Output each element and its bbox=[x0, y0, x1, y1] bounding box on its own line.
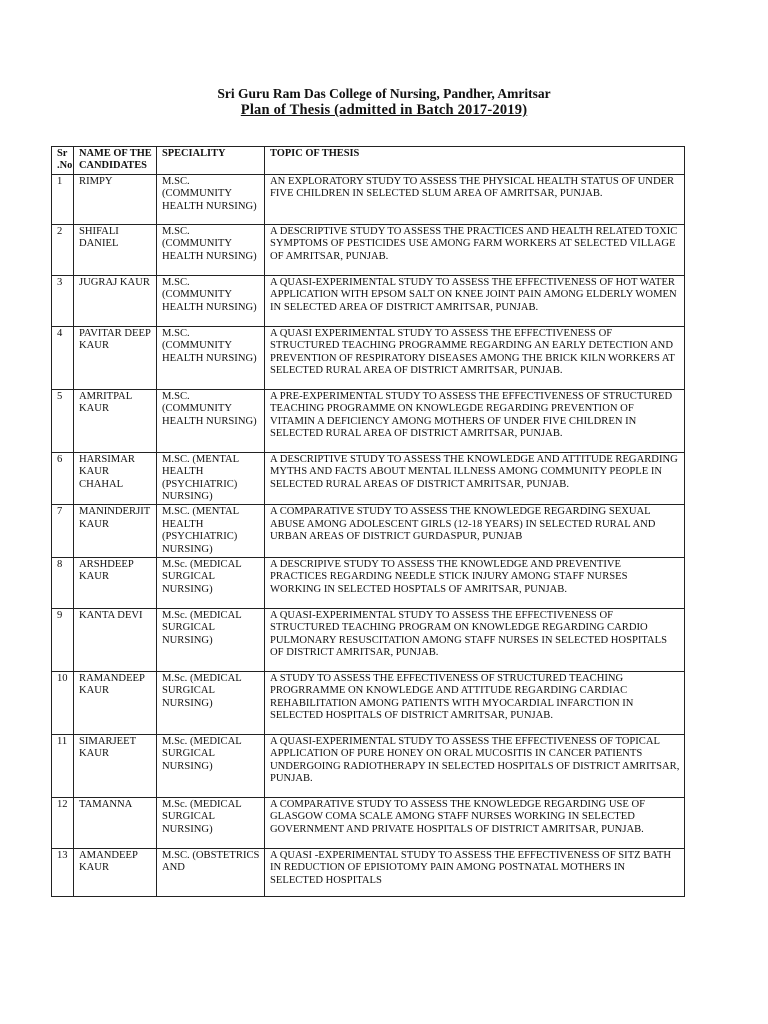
table-row bbox=[52, 505, 685, 558]
thesis-topic-cell: A COMPARATIVE STUDY TO ASSESS THE KNOWLEDGE REGARDING SEXUAL ABUSE AMONG ADOLESCENT GIRLS (12-18 YEARS) IN SELECTED RURAL AND URBAN AREAS OF DISTRICT GURDASPUR, PUNJAB bbox=[265, 505, 685, 558]
thesis-table bbox=[51, 146, 685, 897]
speciality-cell: M.Sc. (MEDICAL SURGICAL NURSING) bbox=[157, 798, 265, 849]
sr-no-cell: 10 bbox=[52, 672, 74, 735]
thesis-topic-cell: A QUASI-EXPERIMENTAL STUDY TO ASSESS THE EFFECTIVENESS OF HOT WATER APPLICATION WITH EPSOM SALT ON KNEE JOINT PAIN AMONG ELDERLY WOMEN IN SELECTED AREA OF DISTRICT AMRITSAR, PUNJAB. bbox=[265, 275, 685, 326]
thesis-topic-cell: A DESCRIPTIVE STUDY TO ASSESS THE PRACTICES AND HEALTH RELATED TOXIC SYMPTOMS OF PESTICIDES USE AMONG FARM WORKERS AT SELECTED VILLAGE OF AMRITSAR, PUNJAB. bbox=[265, 224, 685, 275]
sr-no-cell: 11 bbox=[52, 735, 74, 798]
thesis-topic-cell: A QUASI -EXPERIMENTAL STUDY TO ASSESS THE EFFECTIVENESS OF SITZ BATH IN REDUCTION OF EPISIOTOMY PAIN AMONG POSTNATAL MOTHERS IN SELECTED HOSPITALS bbox=[265, 849, 685, 897]
candidate-name-cell: SHIFALI DANIEL bbox=[74, 224, 157, 275]
sr-no-cell: 2 bbox=[52, 224, 74, 275]
speciality-cell: M.SC. (MENTAL HEALTH (PSYCHIATRIC) NURSING) bbox=[157, 505, 265, 558]
table-row bbox=[52, 275, 685, 326]
speciality-cell: M.Sc. (MEDICAL SURGICAL NURSING) bbox=[157, 609, 265, 672]
sr-no-cell: 4 bbox=[52, 326, 74, 389]
speciality-cell: M.SC. (COMMUNITY HEALTH NURSING) bbox=[157, 389, 265, 452]
table-row bbox=[52, 174, 685, 224]
thesis-topic-cell: A COMPARATIVE STUDY TO ASSESS THE KNOWLEDGE REGARDING USE OF GLASGOW COMA SCALE AMONG STAFF NURSES WORKING IN SELECTED GOVERNMENT AND PRIVATE HOSPITALS OF DISTRICT AMRITSAR, PUNJAB. bbox=[265, 798, 685, 849]
speciality-cell: M.SC. (MENTAL HEALTH (PSYCHIATRIC) NURSING) bbox=[157, 452, 265, 505]
sr-no-cell: 8 bbox=[52, 558, 74, 609]
candidate-name-cell: PAVITAR DEEP KAUR bbox=[74, 326, 157, 389]
plan-title: Plan of Thesis (admitted in Batch 2017-2019) bbox=[240, 102, 528, 118]
thesis-topic-cell: A QUASI-EXPERIMENTAL STUDY TO ASSESS THE EFFECTIVENESS OF TOPICAL APPLICATION OF PURE HONEY ON ORAL MUCOSITIS IN CANCER PATIENTS UNDERGOING RADIOTHERAPY IN SELECTED HOSPITALS OF DISTRICT AMRITSAR, PUNJAB. bbox=[265, 735, 685, 798]
table-row bbox=[52, 609, 685, 672]
candidate-name-cell: AMANDEEP KAUR bbox=[74, 849, 157, 897]
thesis-topic-cell: A QUASI-EXPERIMENTAL STUDY TO ASSESS THE EFFECTIVENESS OF STRUCTURED TEACHING PROGRAM ON KNOWLEDGE REGARDING CARDIO PULMONARY RESUSCITATION AMONG STAFF NURSES IN SELECTED HOSPITALS OF DISTRICT AMRITSAR, PUNJAB. bbox=[265, 609, 685, 672]
speciality-cell: M.SC. (COMMUNITY HEALTH NURSING) bbox=[157, 326, 265, 389]
candidate-name-cell: ARSHDEEP KAUR bbox=[74, 558, 157, 609]
candidate-name-cell: RAMANDEEP KAUR bbox=[74, 672, 157, 735]
column-header-speciality: SPECIALITY bbox=[157, 147, 265, 175]
thesis-topic-cell: A DESCRIPTIVE STUDY TO ASSESS THE KNOWLEDGE AND ATTITUDE REGARDING MYTHS AND FACTS ABOUT MENTAL ILLNESS AMONG COMMUNITY PEOPLE IN SELECTED RURAL AREAS OF DISTRICT AMRITSAR, PUNJAB. bbox=[265, 452, 685, 505]
candidate-name-cell: AMRITPAL KAUR bbox=[74, 389, 157, 452]
speciality-cell: M.SC. (COMMUNITY HEALTH NURSING) bbox=[157, 174, 265, 224]
candidate-name-cell: MANINDERJIT KAUR bbox=[74, 505, 157, 558]
speciality-cell: M.SC. (COMMUNITY HEALTH NURSING) bbox=[157, 224, 265, 275]
table-row bbox=[52, 672, 685, 735]
table-row bbox=[52, 326, 685, 389]
sr-no-cell: 7 bbox=[52, 505, 74, 558]
candidate-name-cell: TAMANNA bbox=[74, 798, 157, 849]
table-header-row bbox=[52, 147, 685, 175]
table-row bbox=[52, 224, 685, 275]
document-header bbox=[0, 86, 768, 119]
thesis-topic-cell: AN EXPLORATORY STUDY TO ASSESS THE PHYSICAL HEALTH STATUS OF UNDER FIVE CHILDREN IN SELECTED SLUM AREA OF AMRITSAR, PUNJAB. bbox=[265, 174, 685, 224]
sr-no-cell: 13 bbox=[52, 849, 74, 897]
sr-no-cell: 5 bbox=[52, 389, 74, 452]
column-header-sr-no: Sr .No bbox=[52, 147, 74, 175]
candidate-name-cell: RIMPY bbox=[74, 174, 157, 224]
candidate-name-cell: HARSIMAR KAUR CHAHAL bbox=[74, 452, 157, 505]
table-row bbox=[52, 558, 685, 609]
thesis-topic-cell: A PRE-EXPERIMENTAL STUDY TO ASSESS THE EFFECTIVENESS OF STRUCTURED TEACHING PROGRAMME ON KNOWLEGDE REGARDING PREVENTION OF VITAMIN A DEFICIENCY AMONG MOTHERS OF UNDER FIVE CHILDREN IN SELECTED RURAL AREA OF DISTRICT AMRITSAR, PUNJAB. bbox=[265, 389, 685, 452]
table-row bbox=[52, 735, 685, 798]
sr-no-cell: 9 bbox=[52, 609, 74, 672]
sr-no-cell: 3 bbox=[52, 275, 74, 326]
speciality-cell: M.SC. (OBSTETRICS AND bbox=[157, 849, 265, 897]
thesis-topic-cell: A DESCRIPIVE STUDY TO ASSESS THE KNOWLEDGE AND PREVENTIVE PRACTICES REGARDING NEEDLE STICK INJURY AMONG STAFF NURSES WORKING IN SELECTED HOSPTALS OF AMRITSAR, PUNJAB. bbox=[265, 558, 685, 609]
candidate-name-cell: SIMARJEET KAUR bbox=[74, 735, 157, 798]
column-header-topic: TOPIC OF THESIS bbox=[265, 147, 685, 175]
sr-no-cell: 12 bbox=[52, 798, 74, 849]
table-row bbox=[52, 798, 685, 849]
college-name: Sri Guru Ram Das College of Nursing, Pandher, Amritsar bbox=[217, 86, 551, 101]
thesis-table-body bbox=[52, 174, 685, 896]
sr-no-cell: 6 bbox=[52, 452, 74, 505]
thesis-topic-cell: A STUDY TO ASSESS THE EFFECTIVENESS OF STRUCTURED TEACHING PROGRRAMME ON KNOWLEDGE AND ATTITUDE REGARDING CARDIAC REHABILITATION AMONG PATIENTS WITH MYOCARDIAL INFARCTION IN SELECTED HOSPITALS OF DISTRICT AMRITSAR, PUNJAB. bbox=[265, 672, 685, 735]
candidate-name-cell: KANTA DEVI bbox=[74, 609, 157, 672]
speciality-cell: M.Sc. (MEDICAL SURGICAL NURSING) bbox=[157, 735, 265, 798]
speciality-cell: M.Sc. (MEDICAL SURGICAL NURSING) bbox=[157, 672, 265, 735]
table-row bbox=[52, 849, 685, 897]
thesis-topic-cell: A QUASI EXPERIMENTAL STUDY TO ASSESS THE EFFECTIVENESS OF STRUCTURED TEACHING PROGRAMME REGARDING AN EARLY DETECTION AND PREVENTION OF RESPIRATORY DISEASES AMONG THE BRICK KILN WORKERS AT SELECTED RURAL AREA OF DISTRICT AMRITSAR, PUNJAB. bbox=[265, 326, 685, 389]
table-row bbox=[52, 389, 685, 452]
speciality-cell: M.SC. (COMMUNITY HEALTH NURSING) bbox=[157, 275, 265, 326]
column-header-name: NAME OF THE CANDIDATES bbox=[74, 147, 157, 175]
table-row bbox=[52, 452, 685, 505]
speciality-cell: M.Sc. (MEDICAL SURGICAL NURSING) bbox=[157, 558, 265, 609]
candidate-name-cell: JUGRAJ KAUR bbox=[74, 275, 157, 326]
sr-no-cell: 1 bbox=[52, 174, 74, 224]
